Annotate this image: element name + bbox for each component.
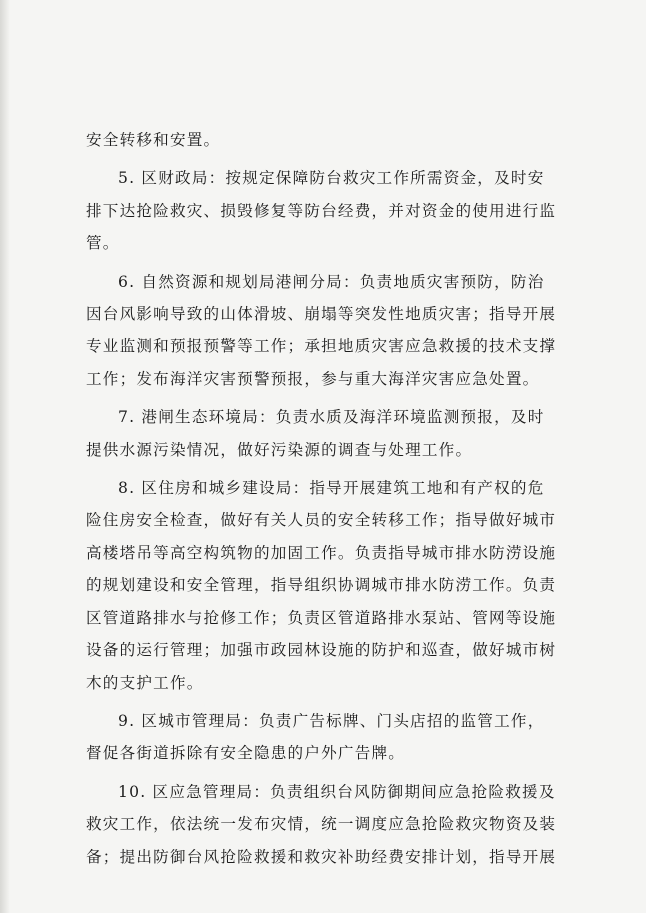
text-line: 督促各街道拆除有安全隐患的户外广告牌。 <box>86 744 406 763</box>
paragraph <box>86 472 562 699</box>
text-line: 险住房安全检查，做好有关人员的安全转移工作；指导做好城市 <box>86 511 557 530</box>
text-line: 10. 区应急管理局：负责组织台风防御期间应急抢险救援及 <box>118 782 556 801</box>
text-line: 9. 区城市管理局：负责广告标牌、门头店招的监管工作， <box>118 711 545 730</box>
paragraph <box>86 401 562 466</box>
text-line: 排下达抢险救灾、损毁修复等防台经费，并对资金的使用进行监 <box>86 201 557 220</box>
text-line: 8. 区住房和城乡建设局：指导开展建筑工地和有产权的危 <box>118 479 545 498</box>
paragraph <box>86 266 562 396</box>
page-fold-shadow <box>0 0 10 913</box>
text-line: 因台风影响导致的山体滑坡、崩塌等突发性地质灾害；指导开展 <box>86 305 557 324</box>
text-line: 区管道路排水与抢修工作；负责区管道路排水泵站、管网等设施 <box>86 608 557 627</box>
text-line: 救灾工作，依法统一发布灾情，统一调度应急抢险救灾物资及装 <box>86 815 557 834</box>
text-line: 的规划建设和安全管理，指导组织协调城市排水防涝工作。负责 <box>86 576 557 595</box>
paragraph <box>86 776 562 873</box>
text-line: 木的支护工作。 <box>86 673 204 692</box>
text-line: 工作；发布海洋灾害预警预报，参与重大海洋灾害应急处置。 <box>86 369 540 388</box>
text-line: 高楼塔吊等高空构筑物的加固工作。负责指导城市排水防涝设施 <box>86 543 557 562</box>
text-line: 提供水源污染情况，做好污染源的调查与处理工作。 <box>86 440 473 459</box>
paragraph <box>86 705 562 770</box>
text-line: 6. 自然资源和规划局港闸分局：负责地质灾害预防，防治 <box>118 272 545 291</box>
text-line: 设备的运行管理；加强市政园林设施的防护和巡查，做好城市树 <box>86 641 557 660</box>
text-line: 专业监测和预报预警等工作；承担地质灾害应急救援的技术支撑 <box>86 337 557 356</box>
text-line: 5. 区财政局：按规定保障防台救灾工作所需资金，及时安 <box>118 169 545 188</box>
text-line: 管。 <box>86 234 120 253</box>
paragraph <box>86 162 562 259</box>
paragraph <box>86 124 562 156</box>
text-line: 备；提出防御台风抢险救援和救灾补助经费安排计划，指导开展 <box>86 847 557 866</box>
text-line: 7. 港闸生态环境局：负责水质及海洋环境监测预报，及时 <box>118 408 545 427</box>
text-line: 安全转移和安置。 <box>86 131 221 149</box>
document-body <box>86 124 562 873</box>
